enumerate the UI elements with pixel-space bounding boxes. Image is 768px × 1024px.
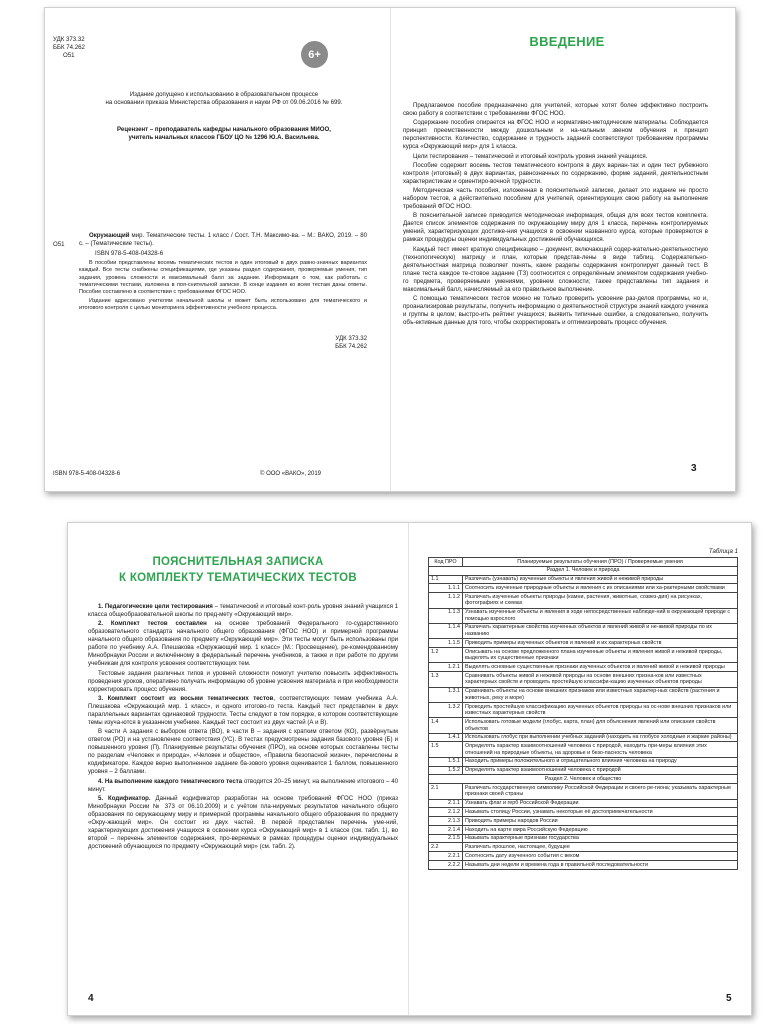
table-row: [429, 648, 738, 663]
table-row: [429, 639, 738, 648]
classification-codes: [53, 36, 113, 60]
intro-paragraph: С помощью тематических тестов можно не только проверить усвоение раз-делов программы, но и, проанализировав результаты, получить информацию о деятельностной структуре знаний каждого ученика и группы в целом; выстро-ить рейтинг учащихся; выявить типичные ошибки, а следовательно, получить объ-ективные данные для того, чтобы скорректировать и оптимизировать процесс обучения.: [403, 295, 708, 327]
row-description: Узнавать флаг и герб Российской Федерации: [463, 799, 738, 808]
row-code: 1.1.3: [429, 608, 463, 623]
isbn-line: ISBN 978-5-408-04328-6: [95, 250, 164, 258]
row-code: 1.1: [429, 575, 463, 584]
row-description: Сравнивать объекты на основе внешних признаков или известных характер-ных свойств (растения и животных, реку и море): [463, 687, 738, 702]
spine-fold: [390, 8, 391, 491]
row-description: Определять характер взаимоотношений человека с природой, находить при-меры влияния этих отношений на природные объекты, на здоровье и безо-пасность человека: [463, 742, 738, 757]
row-code: 2.2.1: [429, 852, 463, 861]
table-row: [429, 766, 738, 775]
intro-paragraph: Пособие содержит восемь тестов тематического контроля в двух вариан-тах и один тест рубежного контроля (итоговый) в двух вариантах, равнозначных по содержанию, форме заданий, деятельностным характеристикам и ориентиро-вочной трудности.: [403, 161, 708, 185]
table-row: [429, 843, 738, 852]
row-code: 2.2: [429, 843, 463, 852]
row-code: 1.5.2: [429, 766, 463, 775]
page-number-3: 3: [691, 463, 697, 474]
table-row: [429, 672, 738, 687]
table-row: [429, 834, 738, 843]
table-row: [429, 784, 738, 799]
row-description: Называть дни недели и времена года в правильной последовательности: [463, 861, 738, 870]
table-row: [429, 817, 738, 826]
row-description: Использовать готовые модели (глобус, карта, план) для объяснения явлений или описания свойств объектов: [463, 718, 738, 733]
table-section-row: [429, 566, 738, 575]
table-row: [429, 808, 738, 817]
row-description: Называть столицу России, узнавать некоторые её достопримечательности: [463, 808, 738, 817]
explanatory-note-text: [88, 603, 398, 852]
row-description: Соотносить дату изученного события с веком: [463, 852, 738, 861]
intro-paragraph: Содержание пособия опирается на ФГОС НОО и нормативно-методические материалы. Соблюдается принцип преемственности между дошкольным и на-чальным звеном обучения и принцип перспективности. Количество, содержание и трудность заданий соответствуют требованиям программы курса «Окружающий мир» для 1 класса.: [403, 119, 708, 151]
row-description: Различать государственную символику Российской Федерации и своего ре-гиона; указывать характерные признаки своей страны: [463, 784, 738, 799]
row-description: Различать характерные свойства изученных объектов и явлений живой и не-живой природы по их названию: [463, 623, 738, 638]
table-row: [429, 575, 738, 584]
annotation-1: В пособии представлены восемь тематических тестов и один итоговый в двух равно-значных вариантах каждый. Все тесты снабжены спецификациями, где указаны раздел содержания, проверяемые умения, тип задания, уровень сложности и максимальный балл за задание. Информация о том, как работать с тематическими тестами, изложена в поя-снительной записке. В конце издания ко всем тестам даны ответы. Пособие составлено в соответствии с требованиями ФГОС НОО.: [79, 260, 367, 296]
introduction-text: [403, 102, 708, 328]
row-code: 2.1.1: [429, 799, 463, 808]
row-code: 1.4: [429, 718, 463, 733]
page-number-5: 5: [726, 993, 732, 1004]
row-description: Узнавать изученные объекты и явления в ходе непосредственных наблюде-ний в окружающей природе с помощью взрослого: [463, 608, 738, 623]
table-row: [429, 687, 738, 702]
table-row: [429, 663, 738, 672]
section-title: Раздел 2. Человек и общество: [429, 775, 738, 784]
row-code: 1.3.1: [429, 687, 463, 702]
age-rating-badge: 6+: [301, 41, 328, 68]
reviewer-note: Рецензент – преподаватель кафедры начального образования МИОО, учитель начальных классов ГБОУ ЦО № 1296 Ю.А. Васильева.: [117, 126, 331, 142]
isbn-footer: ISBN 978-5-408-04328-6: [53, 471, 121, 477]
intro-paragraph: Цели тестирования – тематический и итоговый контроль уровня знаний учащихся.: [413, 152, 648, 160]
row-code: 2.1.2: [429, 808, 463, 817]
row-description: Определять характер взаимоотношений человека с природой: [463, 766, 738, 775]
row-code: 2.1.4: [429, 825, 463, 834]
explanatory-note-heading: [78, 555, 398, 586]
section-3: 3. Комплект состоит из восьми тематических тестов, соответствующих темам учебника А.А. Плешакова «Окружающий мир. 1 класс», и одного итогово-го теста. Каждый тест представлен в двух параллельных вариантах одинаковой трудности. Тесты следуют в том порядке, в котором соответствующие темы изуча-ются в указанном учебнике. Каждый тест состоит из двух частей (А и В).: [88, 694, 398, 726]
table-body: [429, 566, 738, 869]
section-4: 4. На выполнение каждого тематического теста отводится 20–25 минут, на выполнение итогового – 40 минут.: [88, 777, 398, 793]
row-code: 1.1.2: [429, 593, 463, 608]
row-code: 2.1.5: [429, 834, 463, 843]
row-code: 1.3: [429, 672, 463, 687]
table-header-row: [429, 558, 738, 567]
table-row: [429, 742, 738, 757]
row-code: 2.1: [429, 784, 463, 799]
bibliographic-record: [79, 232, 367, 313]
table-row: [429, 593, 738, 608]
intro-paragraph: В пояснительной записке приводится методическая информация, общая для всех тестов комплекта. Дается список элементов содержания по окружающему миру для 1 класса, перечень контролируемых умений, характеризующих достиже-ния учащихся в освоении названного курса, которые проверяются в рамках процедуры оценки индивидуальных достижений обучающихся.: [403, 212, 708, 244]
row-code: 1.1.1: [429, 584, 463, 593]
section-3-continued: В части А задания с выбором ответа (ВО), в части В – задания с кратким ответом (КО), развёрнутым ответом (РО) и на установление соответствия (УС). В тестах предусмотрены задания базового уровня (Б) и повышенного уровня (П). Планируемые результаты обучения (ПРО), на основе которых составлены тесты по разделам «Человек и природа», «Человек и общество», «Правила безопасной жизни», перечислены в кодификаторе. Каждое верно выполненное задание ба-зового уровня оценивается 1 баллом, повышенного уровня – 2 баллами.: [88, 728, 398, 776]
table-row: [429, 825, 738, 834]
row-description: Приводить примеры изученных объектов и явлений и их характерных свойств: [463, 639, 738, 648]
table-row: [429, 757, 738, 766]
page-number-4: 4: [88, 993, 94, 1004]
introduction-heading: ВВЕДЕНИЕ: [529, 34, 605, 49]
row-code: 1.5.1: [429, 757, 463, 766]
row-code: 1.4.1: [429, 733, 463, 742]
book-spread-pages-4-5: [67, 522, 752, 1016]
col-header-description: Планируемые результаты обучения (ПРО) / Проверяемые умения: [463, 558, 738, 567]
cutter-side: О51: [53, 241, 65, 248]
section-1: 1. Педагогические цели тестирования – тематический и итоговый конт-роль уровня знаний учащихся 1 класса общеобразовательной школы по пред-мету «Окружающий мир».: [88, 603, 399, 619]
row-description: Находить на карте мира Российскую Федерацию: [463, 825, 738, 834]
row-code: 2.1.3: [429, 817, 463, 826]
row-code: 1.5: [429, 742, 463, 757]
bottom-codes: [275, 335, 367, 351]
section-2: 2. Комплект тестов составлен на основе требований Федерального го-сударственного образовательного стандарта начального общего образования (ФГОС НОО) и примерной программы начального общего образования по предмету «Окружающий мир». Эти тесты могут быть использованы при работе по учебнику А.А. Плешакова «Окружающий мир. 1 класс» (М.: Просвещение), ре-комендованному Минобрнауки России и включённому в федеральный перечень учебников, а также и при работе по другим учебникам для контроля усвоения соответствующих тем.: [88, 620, 398, 668]
table-row: [429, 623, 738, 638]
row-code: 1.1.5: [429, 639, 463, 648]
row-code: 1.1.4: [429, 623, 463, 638]
row-description: Использовать глобус при выполнении учебных заданий (находить на глобусе холодные и жаркие районы): [463, 733, 738, 742]
row-code: 1.2.1: [429, 663, 463, 672]
copyright: © ООО «ВАКО», 2019: [260, 471, 322, 477]
table-row: [429, 584, 738, 593]
bbk-code: ББК 74.262: [53, 44, 85, 52]
table-wrapper: [428, 557, 738, 870]
row-description: Различать прошлое, настоящее, будущее: [463, 843, 738, 852]
table-row: [429, 852, 738, 861]
row-description: Сравнивать объекты живой и неживой природы на основе внешних призна-ков или известных характерных свойств и проводить простейшую классифи-кацию изученных объектов природы: [463, 672, 738, 687]
table-caption: Таблица 1: [708, 548, 738, 555]
approval-notice: Издание допущено к использованию в образовательном процессе на основании приказа Министерства образования и науки РФ от 09.06.2016 № 699.: [105, 91, 343, 107]
table-row: [429, 799, 738, 808]
intro-paragraph: Каждый тест имеет краткую спецификацию – документ, включающий содер-жательно-деятельностную (технологическую) матрицу и план, которые представ-лены в виде таблиц. Содержательно-деятельностная матрица позволяет понять, какие разделы содержания контролирует данный тест. В плане теста каждое те-стовое задание (ТЗ) соотносится с определённым элементом содержания учебно-го предмета, проверяемыми умениями, уровнем сложности; также представлены тип задания и максимальный балл, начисляемый за его правильное выполнение.: [403, 245, 708, 293]
row-description: Проводить простейшую классификацию изученных объектов природы на ос-нове внешних признаков или известных характерных свойств: [463, 702, 738, 717]
bib-description: мир. Тематические тесты. 1 класс / Сост. Т.Н. Максимо-ва. – М.: ВАКО, 2019. – 80 с. – (Тематические тесты).: [79, 232, 367, 248]
udk-code: УДК 373.32: [53, 36, 85, 43]
col-header-code: Код ПРО: [429, 558, 463, 567]
row-description: Называть характерные признаки государства: [463, 834, 738, 843]
row-code: 1.3.2: [429, 702, 463, 717]
spine-fold: [408, 523, 409, 1015]
row-description: Приводить примеры народов России: [463, 817, 738, 826]
intro-paragraph: Методическая часть пособия, изложенная в пояснительной записке, делает это издание не просто набором тестов, а действительно пособием для учителей, ориентирующих свою работу на выполнение требований ФГОС НОО.: [403, 187, 708, 211]
cutter-code: О51: [63, 52, 75, 60]
section-5: 5. Кодификатор. Данный кодификатор разработан на основе требований ФГОС НОО (приказ Минобрнауки России № 373 от 06.10.2009) и с учётом пла-нируемых результатов начального общего образования по окружающему миру и примерной программы начального общего образования по предмету «Окру-жающий мир». Он состоит из двух частей. В первой представлен перечень уме-ний, характеризующих достижения учащихся в освоении курса «Окружающий мир» в 1 классе (см. табл. 1), во второй – перечень элементов содержания, про-веряемых в рамках процедуры оценки индивидуальных достижений обучающихся по предмету «Окружающий мир» (см. табл. 2).: [88, 794, 398, 851]
row-code: 2.2.2: [429, 861, 463, 870]
book-spread-pages-2-3: [44, 7, 736, 492]
table-row: [429, 733, 738, 742]
annotation-2: Издание адресовано учителям начальной школы и может быть использовано для тематического и итогового контроля с целью мониторинга эффективности учебного процесса.: [79, 297, 367, 311]
row-code: 1.2: [429, 648, 463, 663]
codifier-table: [428, 557, 738, 870]
udk-code-bottom: УДК 373.32: [335, 335, 367, 342]
heading-line-1: ПОЯСНИТЕЛЬНАЯ ЗАПИСКА: [152, 556, 324, 568]
bbk-code-bottom: ББК 74.262: [335, 343, 367, 351]
row-description: Различать изученные объекты природы (камни, растения, животные, созвез-дия) на рисунках, фотографиях и схемах: [463, 593, 738, 608]
intro-paragraph: Предлагаемое пособие предназначено для учителей, которые хотят более эффективно построить свою работу в соответствии с требованиями ФГОС НОО.: [403, 102, 708, 118]
section-2-continued: Тестовые задания различных типов и уровней сложности помогут учителю повысить эффективность проведения уроков, оперативно получать информацию об уровне усвоения материала и при необходимости корректировать процесс обучения.: [88, 669, 398, 693]
table-section-row: [429, 775, 738, 784]
row-description: Описывать на основе предложенного плана изученные объекты и явления живой и неживой природы, выделять их существенные признаки: [463, 648, 738, 663]
table-row: [429, 861, 738, 870]
row-description: Различать (узнавать) изученные объекты и явления живой и неживой природы: [463, 575, 738, 584]
heading-line-2: К КОМПЛЕКТУ ТЕМАТИЧЕСКИХ ТЕСТОВ: [119, 571, 357, 584]
row-description: Находить примеры положительного и отрицательного влияния человека на природу: [463, 757, 738, 766]
row-description: Соотносить изученные природные объекты и явления с их описаниями или ха-рактерными свойствами: [463, 584, 738, 593]
table-row: [429, 718, 738, 733]
section-title: Раздел 1. Человек и природа: [429, 566, 738, 575]
row-description: Выделять основные существенные признаки изученных объектов и явлений живой и неживой природы: [463, 663, 738, 672]
table-row: [429, 608, 738, 623]
bib-title: Окружающий: [89, 232, 130, 239]
table-row: [429, 702, 738, 717]
